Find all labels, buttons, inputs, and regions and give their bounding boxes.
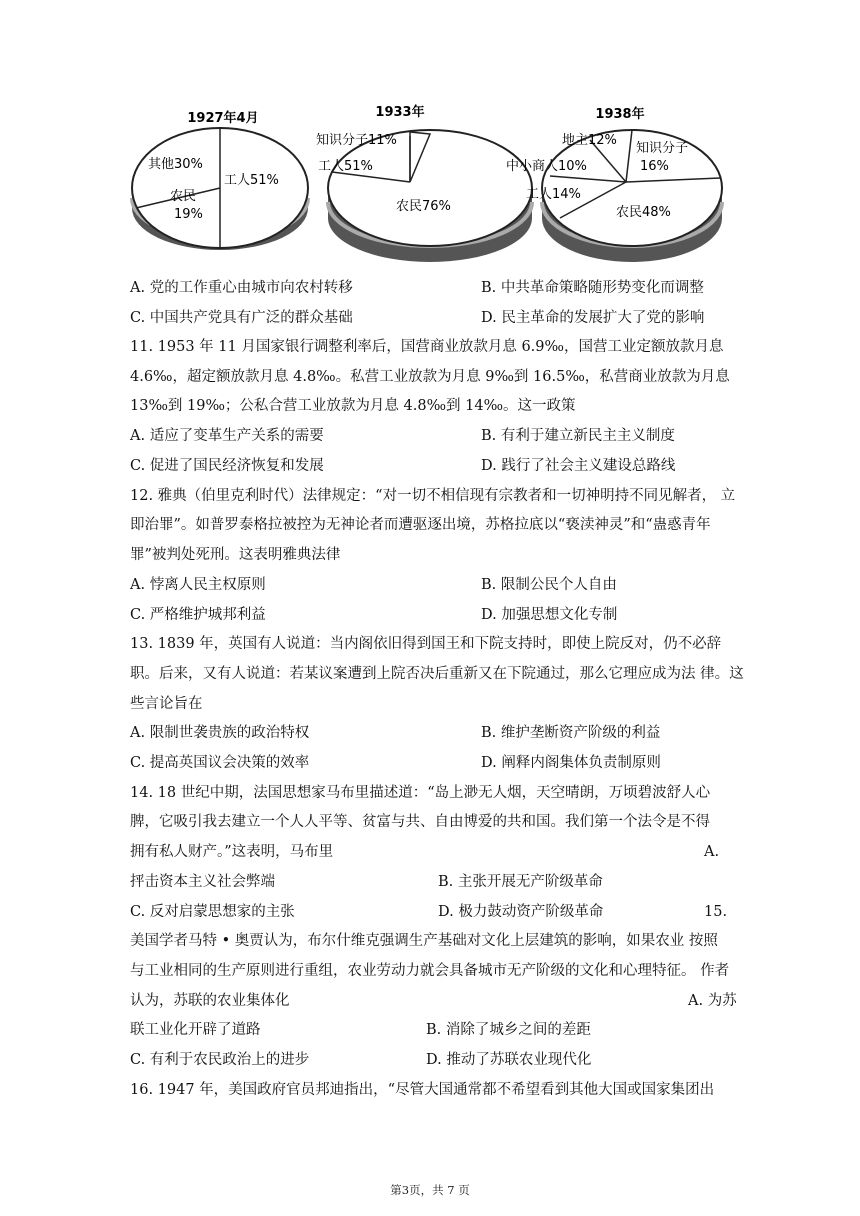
q14-option-a-label: A. (704, 844, 720, 860)
q13-option-b: B. 维护垄断资产阶级的利益 (481, 725, 661, 741)
q14-stem-line-2: 脾，它吸引我去建立一个人人平等、贫富与共、自由博爱的共和国。我们第一个法令是不得 (130, 814, 710, 830)
q12-option-b: B. 限制公民个人自由 (481, 577, 617, 593)
q12-stem-line-1: 12. 雅典（伯里克利时代）法律规定：“对一切不相信现有宗教者和一切神明持不同见解者， 立 (130, 488, 736, 504)
q13-option-c: C. 提高英国议会决策的效率 (130, 755, 310, 771)
slice-label-intellectuals-pct: 16% (640, 159, 669, 174)
q11-option-c: C. 促进了国民经济恢复和发展 (130, 458, 324, 474)
q15-option-c: C. 有利于农民政治上的进步 (130, 1052, 310, 1068)
chart-title-1927: 1927年4月 (187, 111, 259, 126)
slice-label-other: 其他30% (148, 157, 203, 172)
pie-charts-svg (120, 100, 740, 270)
q11-stem-line-1: 11. 1953 年 11 月国家银行调整利率后，国营商业放款月息 6.9‰，国营工业定额放款月息 (130, 339, 724, 355)
q12-option-a: A. 悖离人民主权原则 (130, 577, 266, 593)
q14-option-b: B. 主张开展无产阶级革命 (438, 874, 603, 890)
q15-option-a-start: A. 为苏 (688, 993, 737, 1009)
q13-stem-line-2: 职。后来，又有人说道：若某议案遭到上院否决后重新又在下院通过，那么它理应成为法 律。这 (130, 666, 744, 682)
pie-chart-1933 (316, 104, 532, 262)
q15-option-b: B. 消除了城乡之间的差距 (426, 1022, 591, 1038)
slice-label-peasants-pct: 19% (174, 207, 203, 222)
q11-option-b: B. 有利于建立新民主主义制度 (481, 428, 675, 444)
slice-label-peasants: 农民 (170, 189, 197, 204)
q15-stem-line-1: 美国学者马特 • 奥贾认为，布尔什维克强调生产基础对文化上层建筑的影响，如果农业 按照 (130, 933, 718, 949)
q14-stem-line-3: 拥有私人财产。”这表明，马布里 (130, 844, 334, 860)
q11-option-a: A. 适应了变革生产关系的需要 (130, 428, 324, 444)
pie-chart-1938 (506, 106, 722, 262)
slice-label-intellectuals: 知识分子 (636, 141, 689, 156)
q15-stem-line-2: 与工业相同的生产原则进行重组，农业劳动力就会具备城市无产阶级的文化和心理特征。 作者 (130, 963, 730, 979)
q15-stem-line-3: 认为，苏联的农业集体化 (130, 993, 290, 1009)
q13-option-d: D. 阐释内阁集体负责制原则 (481, 755, 661, 771)
q13-stem-line-3: 些言论旨在 (130, 696, 203, 712)
page-footer: 第3页，共 7 页 (390, 1183, 470, 1197)
q15-option-d: D. 推动了苏联农业现代化 (426, 1052, 592, 1068)
q13-option-a: A. 限制世袭贵族的政治特权 (130, 725, 310, 741)
q11-option-d: D. 践行了社会主义建设总路线 (481, 458, 676, 474)
q10-option-c: C. 中国共产党具有广泛的群众基础 (130, 310, 353, 326)
pie-chart-1927 (132, 110, 308, 250)
slice-label-merchants: 中小商人10% (506, 159, 587, 174)
q14-stem-line-1: 14. 18 世纪中期，法国思想家马布里描述道：“岛上渺无人烟，天空晴朗，万顷碧波舒人心 (130, 785, 711, 801)
q10-option-b: B. 中共革命策略随形势变化而调整 (481, 280, 704, 296)
slice-label-landlords: 地主12% (562, 133, 617, 148)
slice-label-workers: 工人14% (526, 187, 581, 202)
slice-label-peasants: 农民48% (616, 205, 671, 220)
chart-title-1938: 1938年 (595, 107, 645, 122)
q13-stem-line-1: 13. 1839 年，英国有人说道：当内阁依旧得到国王和下院支持时，即使上院反对，仍不必辞 (130, 636, 722, 652)
q14-option-c: C. 反对启蒙思想家的主张 (130, 904, 295, 920)
slice-label-workers: 工人51% (224, 173, 279, 188)
chart-title-1933: 1933年 (375, 105, 425, 120)
q10-option-d: D. 民主革命的发展扩大了党的影响 (481, 310, 705, 326)
slice-label-peasants: 农民76% (396, 199, 451, 214)
q11-stem-line-2: 4.6‰，超定额放款月息 4.8‰。私营工业放款为月息 9‰到 16.5‰，私营商业放款为月息 (130, 369, 730, 385)
q11-stem-line-3: 13‰到 19‰；公私合营工业放款为月息 4.8‰到 14‰。这一政策 (130, 398, 576, 414)
slice-label-workers: 工人51% (318, 159, 373, 174)
q12-stem-line-3: 罪”被判处死刑。这表明雅典法律 (130, 547, 341, 563)
q12-option-d: D. 加强思想文化专制 (481, 607, 618, 623)
q15-number: 15. (704, 904, 728, 920)
q16-stem-line-1: 16. 1947 年，美国政府官员邦迪指出，“尽管大国通常都不希望看到其他大国或国家集团出 (130, 1082, 715, 1098)
q12-stem-line-2: 即治罪”。如普罗泰格拉被控为无神论者而遭驱逐出境，苏格拉底以“亵渎神灵”和“蛊惑青年 (130, 517, 711, 533)
q15-option-a: 联工业化开辟了道路 (130, 1022, 261, 1038)
q10-option-a: A. 党的工作重心由城市向农村转移 (130, 280, 353, 296)
q14-option-a: 抨击资本主义社会弊端 (130, 874, 275, 890)
q12-option-c: C. 严格维护城邦利益 (130, 607, 266, 623)
q14-option-d: D. 极力鼓动资产阶级革命 (438, 904, 604, 920)
pie-charts-figure (120, 100, 740, 270)
slice-label-intellectuals: 知识分子11% (316, 133, 397, 148)
